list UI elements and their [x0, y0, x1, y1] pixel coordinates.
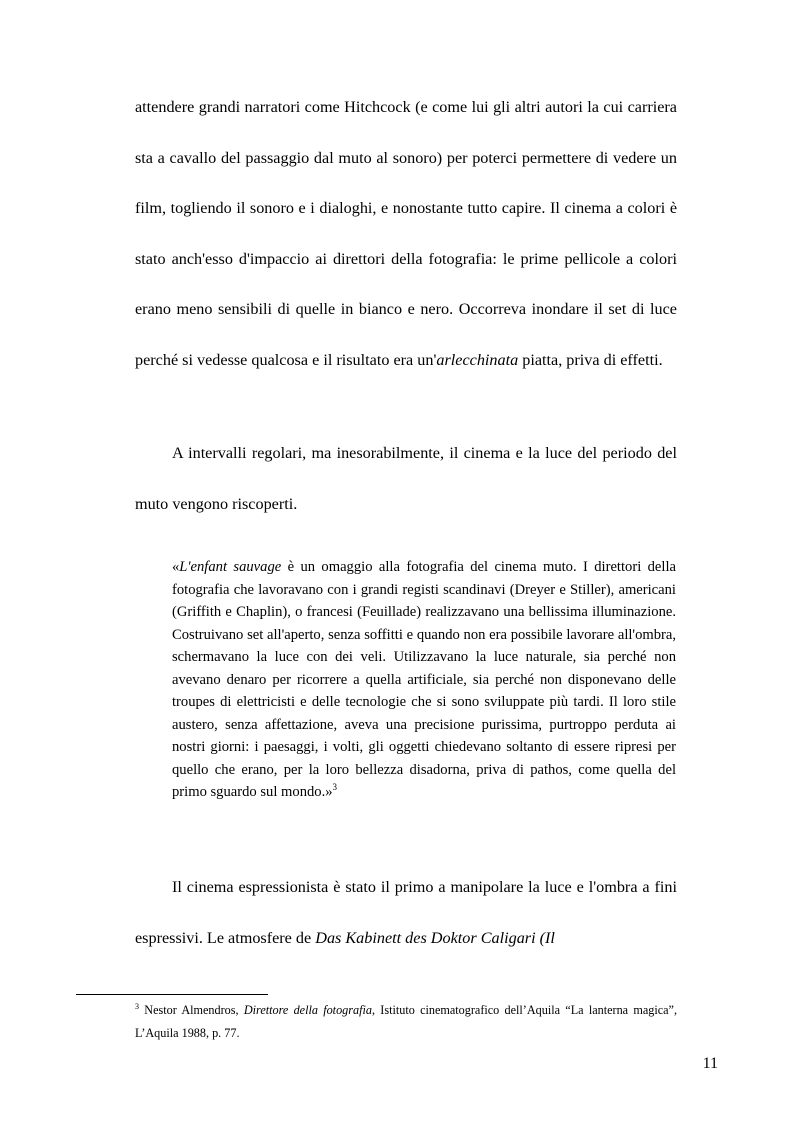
footnote-author: Nestor Almendros,: [139, 1003, 244, 1017]
page-number: 11: [702, 1055, 718, 1072]
quote-film-title: L'enfant sauvage: [179, 559, 282, 575]
footnote-book-title: Direttore della fotografia: [243, 1003, 372, 1017]
paragraph-3-text: Il cinema espressionista è stato il primo a manipolare la luce e l'ombra a fini espressivi. Le atmosfere de: [135, 878, 677, 947]
body-paragraph-3: [135, 862, 677, 963]
body-paragraph-2: [135, 428, 677, 529]
footnote-number: 3: [135, 1001, 139, 1011]
paragraph-3-film-title: Das Kabinett des Doktor Caligari (Il: [315, 928, 555, 947]
footnote-reference: 3: [332, 782, 338, 793]
footnote: [135, 999, 677, 1045]
quote-text: è un omaggio alla fotografia del cinema muto. I direttori della fotografia che lavoravano con i grandi registi scandinavi (Dreyer e Stiller), americani (Griffith e Chaplin), o francesi (Feuillade) realizzavano una bellissima illuminazione. Costruivano set all'aperto, senza soffitti e quando non era possibile lavorare all'ombra, schermavano la luce con dei veli. Utilizzavano la luce naturale, sia perché non avevano denaro per ricorrere a quella artificiale, sia perché non disponevano delle troupes di elettricisti e delle tecnologie che si sono sviluppate più tardi. Il loro stile austero, senza affettazione, aveva una precisione purissima, purtroppo perduta ai nostri giorni: i paesaggi, i volti, gli oggetti chiedevano soltanto di essere ripresi per quello che erano, per la loro bellezza disadorna, priva di pathos, come quella del primo sguardo sul mondo.»: [172, 559, 676, 800]
body-paragraph-1: [135, 82, 677, 385]
paragraph-2-text: A intervalli regolari, ma inesorabilmente, il cinema e la luce del periodo del muto vengono riscoperti.: [135, 444, 677, 513]
paragraph-1-text: attendere grandi narratori come Hitchcock (e come lui gli altri autori la cui carriera sta a cavallo del passaggio dal muto al sonoro) per poterci permettere di vedere un film, togliendo il sonoro e i dialoghi, e nonostante tutto capire. Il cinema a colori è stato anch'esso d'impaccio ai direttori della fotografia: le prime pellicole a colori erano meno sensibili di quelle in bianco e nero. Occorreva inondare il set di luce perché si vedesse qualcosa e il risultato era un': [135, 98, 677, 369]
footnote-separator: [76, 994, 268, 995]
block-quote: [172, 556, 676, 804]
quote-open-mark: «: [172, 559, 180, 575]
footnote-citation: , Istituto cinematografico dell’Aquila “La lanterna magica”, L’Aquila 1988, p. 77.: [135, 1003, 678, 1040]
paragraph-1-italic-term: arlecchinata: [436, 350, 519, 369]
paragraph-1-text-end: piatta, priva di effetti.: [518, 350, 663, 369]
